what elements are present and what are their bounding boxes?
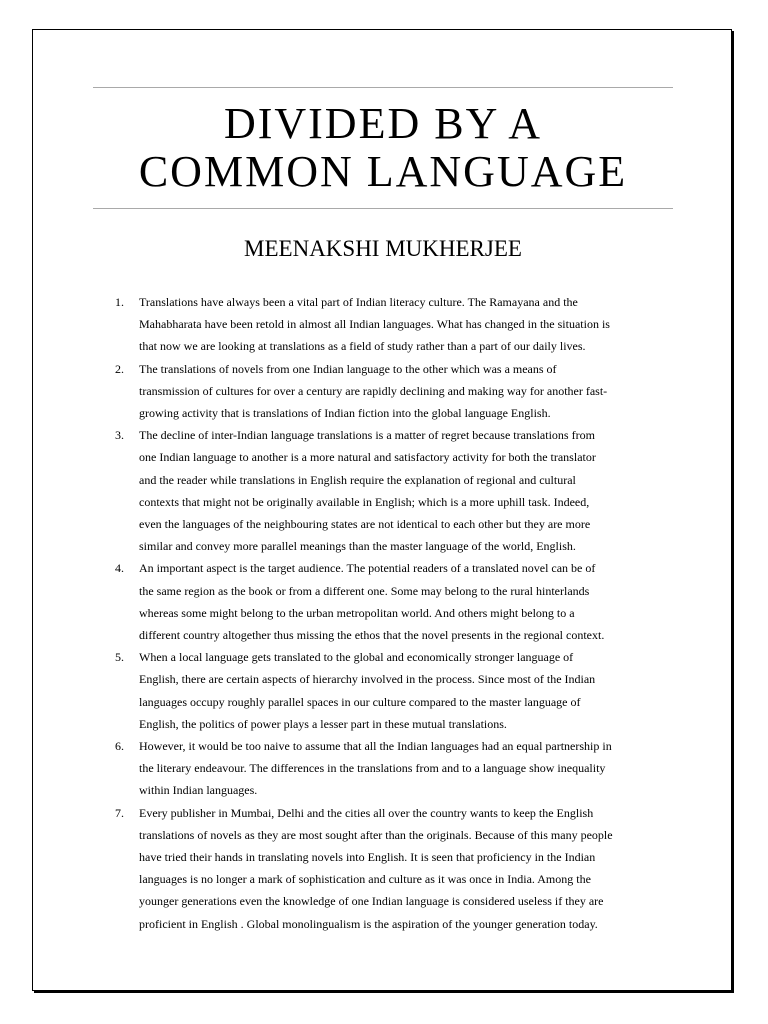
- list-item-text-line: An important aspect is the target audience. The potential readers of a translated novel can be of: [139, 561, 596, 576]
- title-line-1: DIVIDED BY A: [223, 99, 543, 148]
- list-item: [100, 735, 680, 802]
- list-item-text-line: the same region as the book or from a different one. Some may belong to the rural hinterlands: [139, 583, 590, 598]
- list-item-text-line: have tried their hands in translating novels into English. It is seen that proficiency in the Indian: [139, 850, 596, 865]
- list-item-text-line: Mahabharata have been retold in almost all Indian languages. What has changed in the situation is: [139, 317, 610, 332]
- title-bottom-rule: [93, 208, 673, 209]
- list-item-text-line: contexts that might not be originally available in English; which is a more uphill task. Indeed,: [139, 494, 590, 509]
- numbered-points-list: [100, 291, 680, 935]
- list-item-text-line: different country altogether thus missing the ethos that the novel presents in the regional context.: [139, 628, 605, 643]
- list-item-text-line: the literary endeavour. The differences in the translations from and to a language show inequality: [139, 761, 606, 776]
- list-item: [100, 358, 680, 425]
- title-line-2: COMMON LANGUAGE: [138, 147, 628, 196]
- list-item-text-line: languages occupy roughly parallel spaces in our culture compared to the master language of: [139, 694, 581, 709]
- list-item-text-line: The decline of inter-Indian language translations is a matter of regret because translations from: [139, 428, 595, 443]
- list-item-text-line: growing activity that is translations of Indian fiction into the global language English.: [139, 406, 551, 421]
- list-item: [100, 291, 680, 358]
- list-item-text-line: Translations have always been a vital part of Indian literacy culture. The Ramayana and the: [139, 295, 578, 309]
- list-item-text-line: even the languages of the neighbouring states are not identical to each other but they are more: [139, 517, 591, 532]
- list-item-text-line: English, there are certain aspects of hierarchy involved in the process. Since most of the Indian: [139, 672, 596, 687]
- list-item-text-line: and the reader while translations in English require the explanation of regional and cultural: [139, 472, 576, 487]
- list-item-text-line: The translations of novels from one Indian language to the other which was a means of: [139, 361, 557, 376]
- author-name: MEENAKSHI MUKHERJEE: [244, 236, 522, 261]
- list-item-text-line: within Indian languages.: [139, 783, 258, 798]
- list-item-text-line: one Indian language to another is a more natural and satisfactory activity for both the translator: [139, 450, 596, 465]
- list-item-text-line: similar and convey more parallel meanings than the master language of the world, English.: [139, 539, 576, 554]
- list-item: [100, 646, 680, 735]
- list-item-number: 5.: [115, 650, 124, 665]
- list-item-text-line: proficient in English . Global monolingualism is the aspiration of the younger generation today.: [139, 916, 598, 931]
- list-item: [100, 424, 680, 557]
- list-item-text-line: English, the politics of power plays a lesser part in these mutual translations.: [139, 716, 507, 731]
- list-item-number: 6.: [115, 739, 124, 754]
- list-item-text-line: that now we are looking at translations as a field of study rather than a part of our daily lives.: [139, 339, 586, 354]
- list-item-text-line: However, it would be too naive to assume that all the Indian languages had an equal partnership in: [139, 739, 612, 754]
- list-item: [100, 557, 680, 646]
- list-item-number: 7.: [115, 805, 124, 820]
- list-item-text-line: translations of novels as they are most sought after than the originals. Because of this many people: [139, 827, 613, 842]
- list-item-number: 2.: [115, 361, 124, 376]
- list-item-text-line: younger generations even the knowledge of one Indian language is considered useless if they are: [139, 894, 604, 909]
- list-item-text-line: transmission of cultures for over a century are rapidly declining and making way for another fast-: [139, 383, 608, 398]
- document-title: [93, 100, 673, 196]
- list-item-text-line: whereas some might belong to the urban metropolitan world. And others might belong to a: [139, 605, 575, 620]
- list-item: [100, 802, 680, 935]
- list-item-text-line: languages is no longer a mark of sophistication and culture as it was once in India. Among the: [139, 872, 591, 887]
- list-item-text-line: When a local language gets translated to the global and economically stronger language of: [139, 650, 574, 665]
- list-item-number: 1.: [115, 295, 124, 309]
- list-item-number: 3.: [115, 428, 124, 443]
- list-item-number: 4.: [115, 561, 124, 576]
- list-item-text-line: Every publisher in Mumbai, Delhi and the cities all over the country wants to keep the English: [139, 805, 594, 820]
- title-top-rule: [93, 87, 673, 88]
